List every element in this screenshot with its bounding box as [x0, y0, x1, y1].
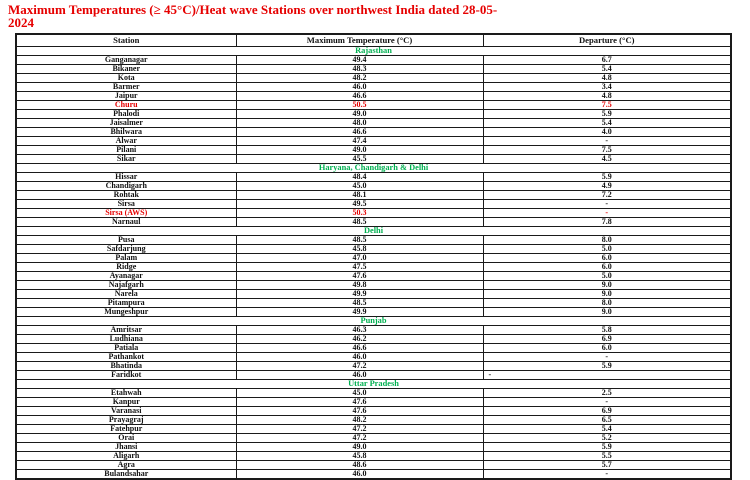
- max-temp-cell: 46.0: [236, 371, 483, 380]
- table-row: [16, 128, 731, 137]
- max-temp-cell: 48.5: [236, 299, 483, 308]
- station-cell: Ludhiana: [16, 335, 236, 344]
- table-row: [16, 101, 731, 110]
- max-temp-cell: 45.0: [236, 182, 483, 191]
- departure-cell: -: [483, 200, 731, 209]
- max-temp-cell: 49.9: [236, 290, 483, 299]
- max-temp-cell: 46.0: [236, 83, 483, 92]
- max-temp-cell: 47.0: [236, 254, 483, 263]
- table-row: [16, 398, 731, 407]
- departure-cell: 6.0: [483, 344, 731, 353]
- max-temp-cell: 46.6: [236, 128, 483, 137]
- table-row: [16, 65, 731, 74]
- station-cell: Palam: [16, 254, 236, 263]
- max-temp-cell: 45.8: [236, 452, 483, 461]
- max-temp-cell: 48.4: [236, 173, 483, 182]
- departure-cell: 9.0: [483, 281, 731, 290]
- section-name: Delhi: [16, 227, 731, 236]
- table-row: [16, 56, 731, 65]
- departure-cell: -: [483, 470, 731, 480]
- departure-cell: -: [483, 353, 731, 362]
- table-row: [16, 416, 731, 425]
- departure-cell: 5.2: [483, 434, 731, 443]
- table-row: [16, 470, 731, 480]
- max-temp-cell: 47.2: [236, 362, 483, 371]
- station-cell: Bhilwara: [16, 128, 236, 137]
- departure-cell: 5.9: [483, 173, 731, 182]
- table-row: [16, 218, 731, 227]
- max-temp-cell: 48.2: [236, 416, 483, 425]
- table-row: [16, 74, 731, 83]
- page-title: [0, 0, 750, 29]
- max-temp-cell: 49.0: [236, 146, 483, 155]
- table-row: [16, 299, 731, 308]
- table-row: [16, 281, 731, 290]
- table-row: [16, 344, 731, 353]
- departure-cell: 5.8: [483, 326, 731, 335]
- max-temp-cell: 50.3: [236, 209, 483, 218]
- table-row: [16, 326, 731, 335]
- station-cell: Rohtak: [16, 191, 236, 200]
- departure-cell: 7.8: [483, 218, 731, 227]
- departure-cell: -: [483, 371, 731, 380]
- table-row: [16, 254, 731, 263]
- station-cell: Bulandsahar: [16, 470, 236, 480]
- section-name: Punjab: [16, 317, 731, 326]
- table-row: [16, 353, 731, 362]
- departure-cell: 5.9: [483, 362, 731, 371]
- departure-cell: 9.0: [483, 290, 731, 299]
- max-temp-cell: 48.5: [236, 218, 483, 227]
- max-temp-cell: 47.6: [236, 398, 483, 407]
- station-cell: Sirsa (AWS): [16, 209, 236, 218]
- station-cell: Patiala: [16, 344, 236, 353]
- table-row: [16, 461, 731, 470]
- table-body: [16, 47, 731, 480]
- station-cell: Safdarjung: [16, 245, 236, 254]
- station-cell: Ganganagar: [16, 56, 236, 65]
- station-cell: Jaisalmer: [16, 119, 236, 128]
- max-temp-cell: 45.8: [236, 245, 483, 254]
- max-temp-cell: 47.2: [236, 425, 483, 434]
- station-cell: Ridge: [16, 263, 236, 272]
- table-row: [16, 425, 731, 434]
- table-row: [16, 452, 731, 461]
- table-row: [16, 146, 731, 155]
- section-header-row: [16, 227, 731, 236]
- table-row: [16, 173, 731, 182]
- max-temp-cell: 46.0: [236, 353, 483, 362]
- station-cell: Alwar: [16, 137, 236, 146]
- station-cell: Orai: [16, 434, 236, 443]
- table-row: [16, 83, 731, 92]
- max-temp-cell: 48.0: [236, 119, 483, 128]
- page-title-line2: 2024: [8, 15, 34, 30]
- station-cell: Aligarh: [16, 452, 236, 461]
- departure-cell: -: [483, 398, 731, 407]
- col-header-max-temperature: Maximum Temperature (°C): [236, 34, 483, 47]
- station-cell: Phalodi: [16, 110, 236, 119]
- station-cell: Sikar: [16, 155, 236, 164]
- departure-cell: 4.0: [483, 128, 731, 137]
- table-row: [16, 191, 731, 200]
- station-cell: Pilani: [16, 146, 236, 155]
- station-cell: Varanasi: [16, 407, 236, 416]
- station-cell: Ayanagar: [16, 272, 236, 281]
- station-cell: Pathankot: [16, 353, 236, 362]
- max-temp-cell: 46.2: [236, 335, 483, 344]
- max-temp-cell: 48.6: [236, 461, 483, 470]
- page-title-line1: Maximum Temperatures (≥ 45°C)/Heat wave Stations over northwest India dated 28-05-: [8, 2, 498, 17]
- table-row: [16, 245, 731, 254]
- departure-cell: 6.0: [483, 254, 731, 263]
- max-temp-cell: 49.0: [236, 110, 483, 119]
- departure-cell: 4.5: [483, 155, 731, 164]
- table-row: [16, 155, 731, 164]
- station-cell: Fatehpur: [16, 425, 236, 434]
- station-cell: Churu: [16, 101, 236, 110]
- departure-cell: 5.0: [483, 272, 731, 281]
- station-cell: Bikaner: [16, 65, 236, 74]
- table-row: [16, 263, 731, 272]
- departure-cell: 8.0: [483, 236, 731, 245]
- temperature-table: [15, 33, 732, 480]
- table-row: [16, 209, 731, 218]
- station-cell: Chandigarh: [16, 182, 236, 191]
- station-cell: Barmer: [16, 83, 236, 92]
- station-cell: Najafgarh: [16, 281, 236, 290]
- max-temp-cell: 49.5: [236, 200, 483, 209]
- section-header-row: [16, 380, 731, 389]
- section-name: Haryana, Chandigarh & Delhi: [16, 164, 731, 173]
- station-cell: Jaipur: [16, 92, 236, 101]
- departure-cell: 5.9: [483, 443, 731, 452]
- max-temp-cell: 45.5: [236, 155, 483, 164]
- departure-cell: -: [483, 137, 731, 146]
- departure-cell: -: [483, 209, 731, 218]
- table-row: [16, 119, 731, 128]
- station-cell: Hissar: [16, 173, 236, 182]
- departure-cell: 5.4: [483, 119, 731, 128]
- max-temp-cell: 47.6: [236, 272, 483, 281]
- departure-cell: 2.5: [483, 389, 731, 398]
- station-cell: Narnaul: [16, 218, 236, 227]
- max-temp-cell: 47.6: [236, 407, 483, 416]
- departure-cell: 5.9: [483, 110, 731, 119]
- station-cell: Pitampura: [16, 299, 236, 308]
- station-cell: Bhatinda: [16, 362, 236, 371]
- table-row: [16, 272, 731, 281]
- table-row: [16, 335, 731, 344]
- station-cell: Narela: [16, 290, 236, 299]
- departure-cell: 8.0: [483, 299, 731, 308]
- col-header-departure: Departure (°C): [483, 34, 731, 47]
- station-cell: Pusa: [16, 236, 236, 245]
- table-row: [16, 389, 731, 398]
- departure-cell: 6.0: [483, 263, 731, 272]
- max-temp-cell: 47.5: [236, 263, 483, 272]
- table-row: [16, 200, 731, 209]
- departure-cell: 5.0: [483, 245, 731, 254]
- station-cell: Jhansi: [16, 443, 236, 452]
- table-row: [16, 92, 731, 101]
- departure-cell: 7.5: [483, 146, 731, 155]
- departure-cell: 9.0: [483, 308, 731, 317]
- departure-cell: 5.4: [483, 65, 731, 74]
- departure-cell: 5.4: [483, 425, 731, 434]
- departure-cell: 6.9: [483, 407, 731, 416]
- station-cell: Amritsar: [16, 326, 236, 335]
- station-cell: Mungeshpur: [16, 308, 236, 317]
- table-row: [16, 443, 731, 452]
- departure-cell: 6.5: [483, 416, 731, 425]
- max-temp-cell: 49.9: [236, 308, 483, 317]
- station-cell: Sirsa: [16, 200, 236, 209]
- max-temp-cell: 45.0: [236, 389, 483, 398]
- max-temp-cell: 48.2: [236, 74, 483, 83]
- table-row: [16, 182, 731, 191]
- section-header-row: [16, 47, 731, 56]
- departure-cell: 5.7: [483, 461, 731, 470]
- table-row: [16, 362, 731, 371]
- header-row: [16, 34, 731, 47]
- max-temp-cell: 46.6: [236, 92, 483, 101]
- max-temp-cell: 46.6: [236, 344, 483, 353]
- departure-cell: 6.7: [483, 56, 731, 65]
- station-cell: Kota: [16, 74, 236, 83]
- table-row: [16, 137, 731, 146]
- max-temp-cell: 49.8: [236, 281, 483, 290]
- station-cell: Kanpur: [16, 398, 236, 407]
- max-temp-cell: 49.0: [236, 443, 483, 452]
- table-row: [16, 371, 731, 380]
- section-name: Uttar Pradesh: [16, 380, 731, 389]
- departure-cell: 7.5: [483, 101, 731, 110]
- departure-cell: 4.9: [483, 182, 731, 191]
- section-name: Rajasthan: [16, 47, 731, 56]
- max-temp-cell: 48.3: [236, 65, 483, 74]
- max-temp-cell: 46.0: [236, 470, 483, 480]
- table-row: [16, 308, 731, 317]
- section-header-row: [16, 164, 731, 173]
- section-header-row: [16, 317, 731, 326]
- station-cell: Prayagraj: [16, 416, 236, 425]
- departure-cell: 4.8: [483, 74, 731, 83]
- max-temp-cell: 47.2: [236, 434, 483, 443]
- departure-cell: 6.9: [483, 335, 731, 344]
- table-header: [16, 34, 731, 47]
- max-temp-cell: 49.4: [236, 56, 483, 65]
- max-temp-cell: 48.1: [236, 191, 483, 200]
- max-temp-cell: 46.3: [236, 326, 483, 335]
- departure-cell: 5.5: [483, 452, 731, 461]
- departure-cell: 4.8: [483, 92, 731, 101]
- max-temp-cell: 50.5: [236, 101, 483, 110]
- max-temp-cell: 48.5: [236, 236, 483, 245]
- station-cell: Faridkot: [16, 371, 236, 380]
- station-cell: Agra: [16, 461, 236, 470]
- departure-cell: 7.2: [483, 191, 731, 200]
- table-row: [16, 407, 731, 416]
- max-temp-cell: 47.4: [236, 137, 483, 146]
- table-row: [16, 236, 731, 245]
- table-row: [16, 110, 731, 119]
- departure-cell: 3.4: [483, 83, 731, 92]
- col-header-station: Station: [16, 34, 236, 47]
- station-cell: Etahwah: [16, 389, 236, 398]
- table-row: [16, 290, 731, 299]
- table-row: [16, 434, 731, 443]
